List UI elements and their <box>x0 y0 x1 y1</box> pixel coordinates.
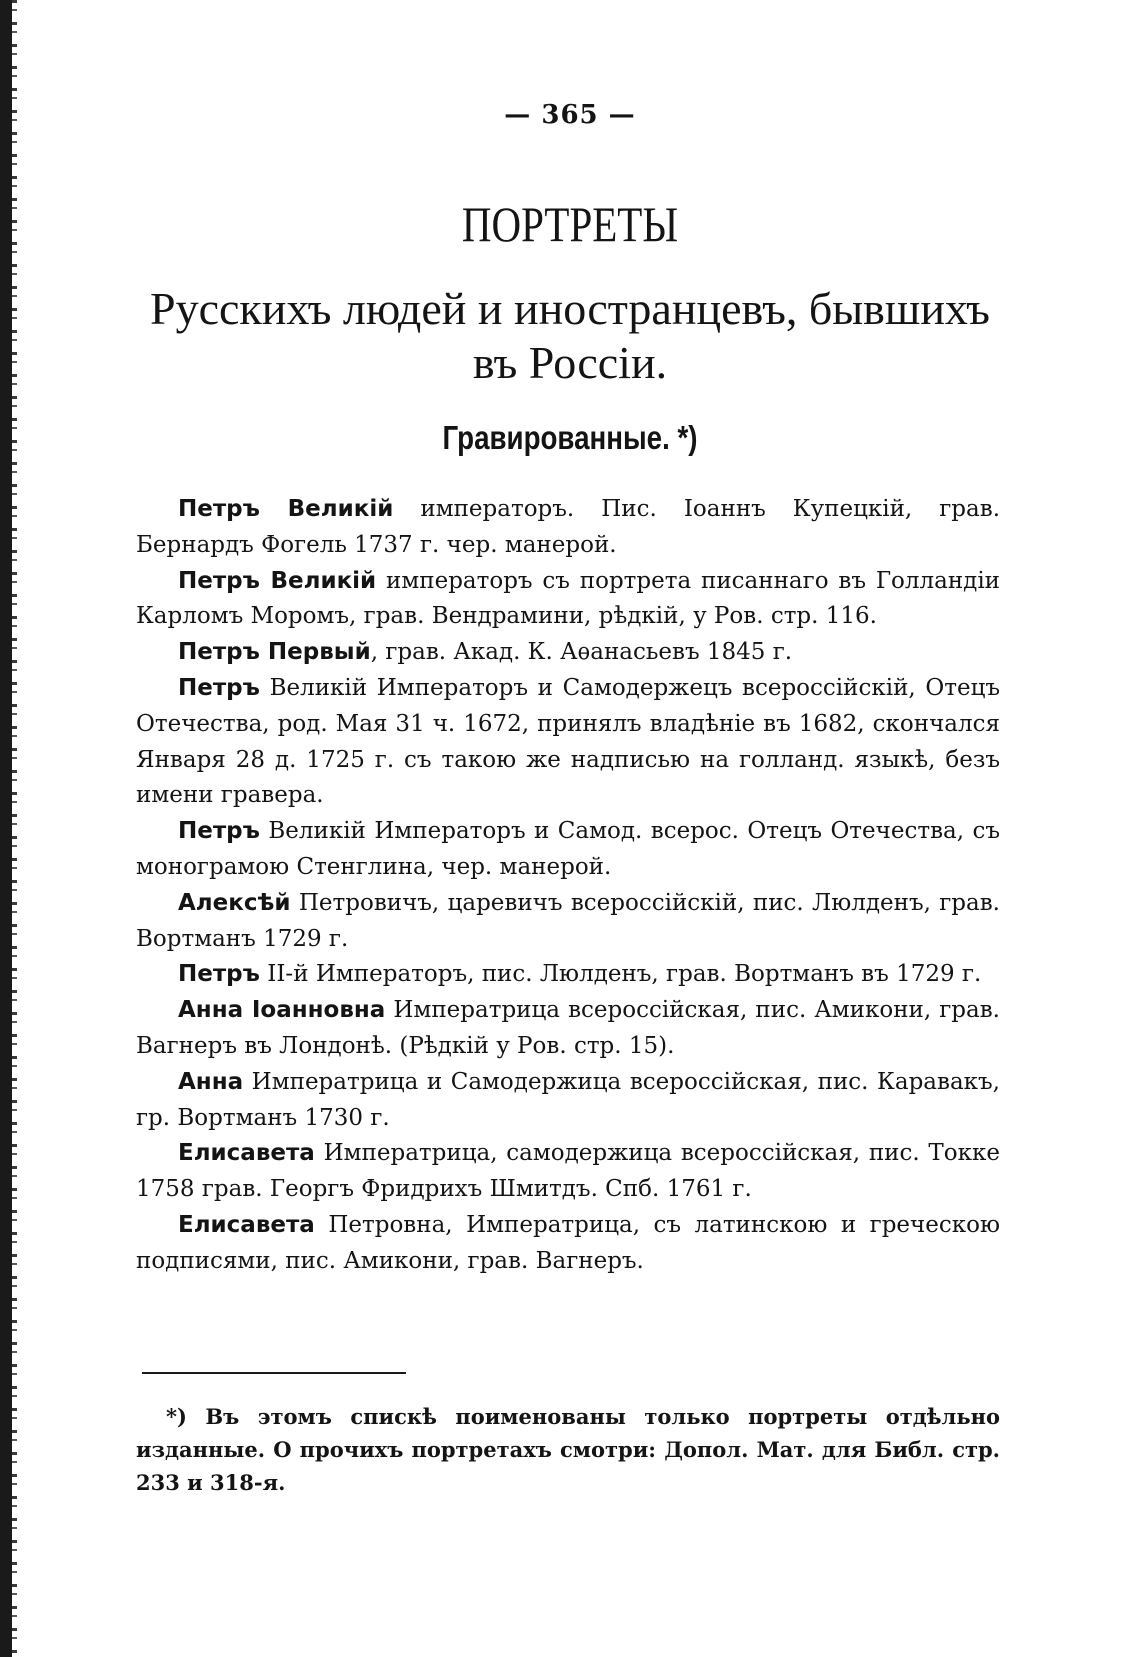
portrait-entry <box>136 1208 1000 1280</box>
entry-text: Петровна, Императрица, съ латинскою и греческою подписями, пис. Амикони, грав. Вагнеръ. <box>136 1211 1000 1274</box>
entry-name: Петръ Великій <box>178 496 394 522</box>
portrait-list <box>136 492 1000 1280</box>
entry-name: Петръ <box>178 674 260 701</box>
page-number: — 365 — <box>504 100 636 130</box>
entry-name: Петръ <box>178 818 260 845</box>
footnote: *) Въ этомъ спискѣ поименованы только портреты отдѣльно изданные. О прочихъ портретахъ смотри: Допол. Мат. для Библ. стр. 233 и 318-я. <box>136 1404 1000 1495</box>
entry-text: Императрица и Самодержица всероссійская, пис. Каравакъ, гр. Вортманъ 1730 г. <box>136 1068 1000 1131</box>
portrait-entry <box>136 814 1000 886</box>
portrait-entry <box>136 671 1000 814</box>
entry-text: Императрица, самодержица всероссійская, пис. Токке 1758 грав. Георгъ Фридрихъ Шмитдъ. Спб. 1761 г. <box>136 1140 1000 1203</box>
portrait-entry <box>136 1065 1000 1137</box>
portrait-entry <box>136 492 1000 564</box>
footnote-divider <box>142 1372 406 1374</box>
section-heading: Гравированные. *) <box>442 419 698 456</box>
entry-text: императоръ съ портрета писаннаго въ Голландіи Карломъ Моромъ, грав. Вендрамини, рѣдкій, у Ров. стр. 116. <box>136 567 1001 630</box>
entry-name: Петръ Первый <box>178 639 371 666</box>
portrait-entry <box>136 635 1000 671</box>
entry-name: Петръ <box>178 961 260 988</box>
entry-text: Императрица всероссійская, пис. Амикони, грав. Вагнеръ въ Лондонѣ. (Рѣдкій у Ров. стр. 15). <box>136 997 1000 1059</box>
entry-text: II-й Императоръ, пис. Люлденъ, грав. Вортманъ въ 1729 г. <box>259 961 982 988</box>
entry-name: Анна Іоанновна <box>178 997 386 1024</box>
entry-text: Великій Императоръ и Самод. всерос. Отецъ Отечества, съ монограмою Стенглина, чер. манерой. <box>136 818 1000 880</box>
entry-name: Елисавета <box>178 1140 315 1167</box>
entry-text: Петровичъ, царевичъ всероссійскій, пис. Люлденъ, грав. Вортманъ 1729 г. <box>136 889 1000 952</box>
subtitle-line-1: Русскихъ людей и иностранцевъ, бывшихъ <box>150 283 990 334</box>
portrait-entry <box>136 564 1000 636</box>
entry-text: , грав. Акад. К. Аѳанасьевъ 1845 г. <box>370 639 793 666</box>
portrait-entry <box>136 993 1000 1065</box>
page-title: ПОРТРЕТЫ <box>461 196 679 252</box>
entry-name: Анна <box>178 1068 244 1095</box>
scan-edge-fringe <box>12 0 17 1657</box>
scan-left-edge <box>0 0 12 1657</box>
portrait-entry <box>136 957 1000 993</box>
entry-text: Великій Императоръ и Самодержецъ всероссійскій, Отецъ Отечества, род. Мая 31 ч. 1672, принялъ владѣніе въ 1682, скончался Января 28 д. 1725 г. съ такою же надписью на голланд. языкѣ, безъ имени гравера. <box>136 674 1000 809</box>
portrait-entry <box>136 886 1000 958</box>
subtitle-line-2: въ Россіи. <box>472 337 668 388</box>
page-subtitle <box>0 282 1140 390</box>
entry-name: Петръ Великій <box>178 567 377 594</box>
entry-name: Алексѣй <box>178 889 291 916</box>
portrait-entry <box>136 1136 1000 1208</box>
entry-name: Елисавета <box>178 1211 315 1238</box>
entry-text: императоръ. Пис. Іоаннъ Купецкій, грав. Бернардъ Фогель 1737 г. чер. манерой. <box>136 496 1001 558</box>
